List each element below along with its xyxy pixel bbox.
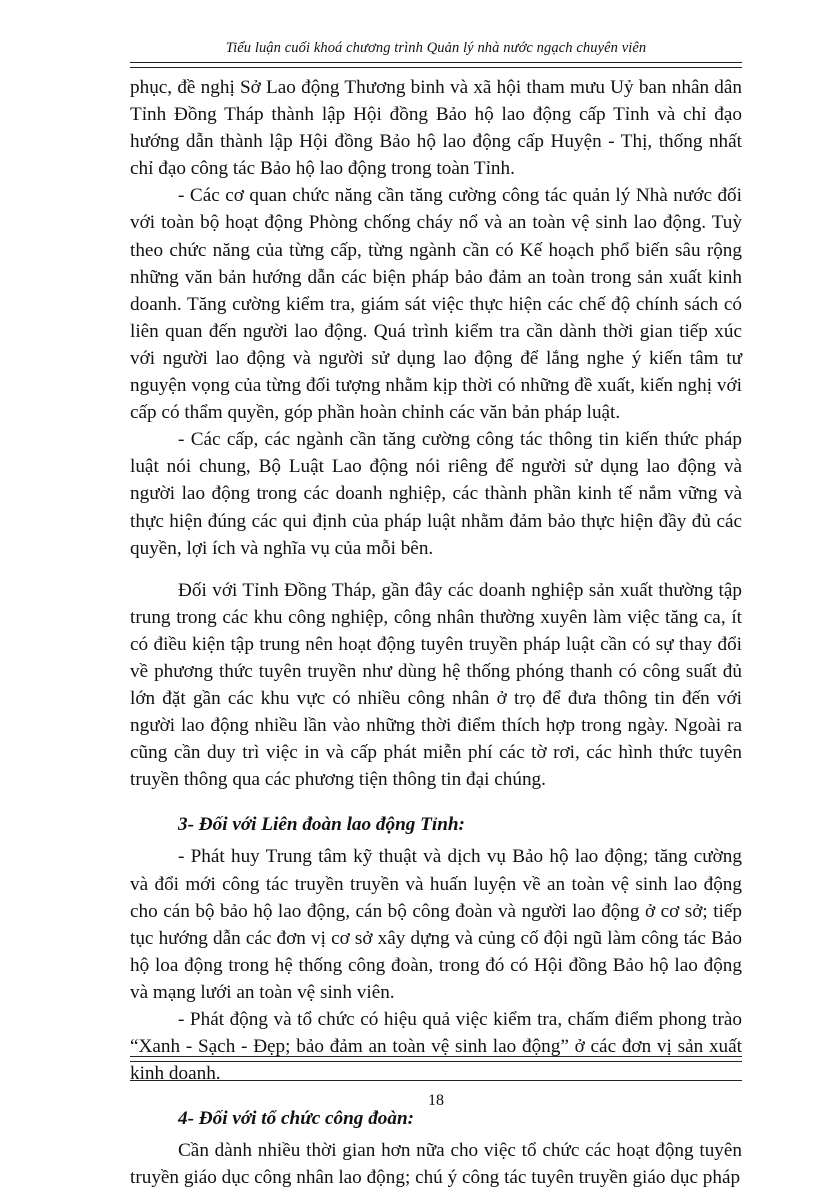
- paragraph: - Các cấp, các ngành cần tăng cường công tác thông tin kiến thức pháp luật nói chung, Bộ Luật Lao động nói riêng để người sử dụng lao động và người lao động trong các doanh nghiệp, các thành phần kinh tế nắm vững và thực hiện đúng các qui định của pháp luật nhằm đảm bảo thực hiện đầy đủ các quyền, lợi ích và nghĩa vụ của mỗi bên.: [130, 429, 742, 559]
- section-heading-3: 3- Đối với Liên đoàn lao động Tỉnh:: [178, 814, 465, 836]
- paragraph: Cần dành nhiều thời gian hơn nữa cho việc tổ chức các hoạt động tuyên truyền giáo dục công nhân lao động; chú ý công tác tuyên truyền giáo dục pháp: [130, 1140, 742, 1189]
- section-heading-4: 4- Đối với tổ chức công đoàn:: [178, 1108, 415, 1130]
- paragraph: - Phát huy Trung tâm kỹ thuật và dịch vụ Bảo hộ lao động; tăng cường và đổi mới công tác truyền truyền và huấn luyện về an toàn vệ sinh lao động cho cán bộ bảo hộ lao động, cán bộ công đoàn và người lao động ở cơ sở; tiếp tục hướng dẫn các đơn vị cơ sở xây dựng và củng cố đội ngũ làm công tác Bảo hộ loa động trong hệ thống công đoàn, trong đó có Hội đồng Bảo hộ lao động và mạng lưới an toàn vệ sinh viên.: [130, 846, 742, 1003]
- footer-rule: [130, 1056, 742, 1062]
- paragraph: phục, đề nghị Sở Lao động Thương binh và xã hội tham mưu Uỷ ban nhân dân Tỉnh Đồng Tháp thành lập Hội đồng Bảo hộ lao động cấp Tỉnh và chỉ đạo hướng dẫn thành lập Hội đồng Bảo hộ lao động cấp Huyện - Thị, thống nhất chỉ đạo công tác Bảo hộ lao động trong toàn Tỉnh.: [130, 77, 742, 180]
- header-title: Tiểu luận cuối khoá chương trình Quản lý nhà nước ngạch chuyên viên: [225, 40, 647, 56]
- paragraph: - Phát động và tổ chức có hiệu quả việc kiểm tra, chấm điểm phong trào “Xanh - Sạch - Đẹp; bảo đảm an toàn vệ sinh lao động” ở các đơn vị sản xuất kinh doanh.: [130, 1009, 742, 1085]
- paragraph: Đối với Tỉnh Đồng Tháp, gần đây các doanh nghiệp sản xuất thường tập trung trong các khu công nghiệp, công nhân thường xuyên làm việc tăng ca, ít có điều kiện tập trung nên hoạt động tuyên truyền pháp luật cần có sự thay đổi về phương thức tuyên truyền như dùng hệ thống phóng thanh có công suất đủ lớn đặt gần các khu vực có nhiều công nhân ở trọ để đưa thông tin đến với người lao động nhiều lần vào những thời điểm thích hợp trong ngày. Ngoài ra cũng cần duy trì việc in và cấp phát miễn phí các tờ rơi, các hình thức tuyên truyền thông qua các phương tiện thông tin đại chúng.: [130, 579, 742, 791]
- page-number: 18: [428, 1092, 444, 1109]
- paragraph: - Các cơ quan chức năng cần tăng cường công tác quản lý Nhà nước đối với toàn bộ hoạt động Phòng chống cháy nổ và an toàn vệ sinh lao động. Tuỳ theo chức năng của từng cấp, từng ngành cần có Kế hoạch phổ biến sâu rộng những văn bản hướng dẫn các biện pháp bảo đảm an toàn trong sản xuất kinh doanh. Tăng cường kiểm tra, giám sát việc thực hiện các chế độ chính sách có liên quan đến người lao động. Quá trình kiểm tra cần dành thời gian tiếp xúc với người lao động và người sử dụng lao động để lắng nghe ý kiến tâm tư nguyện vọng của từng đối tượng nhằm kịp thời có những đề xuất, kiến nghị với cấp có thẩm quyền, góp phần hoàn chỉnh các văn bản pháp luật.: [130, 185, 742, 424]
- page-header: [130, 38, 742, 66]
- footer-rule-bottom: [130, 1080, 742, 1081]
- header-rule: [130, 62, 742, 68]
- page-footer: [130, 1050, 742, 1110]
